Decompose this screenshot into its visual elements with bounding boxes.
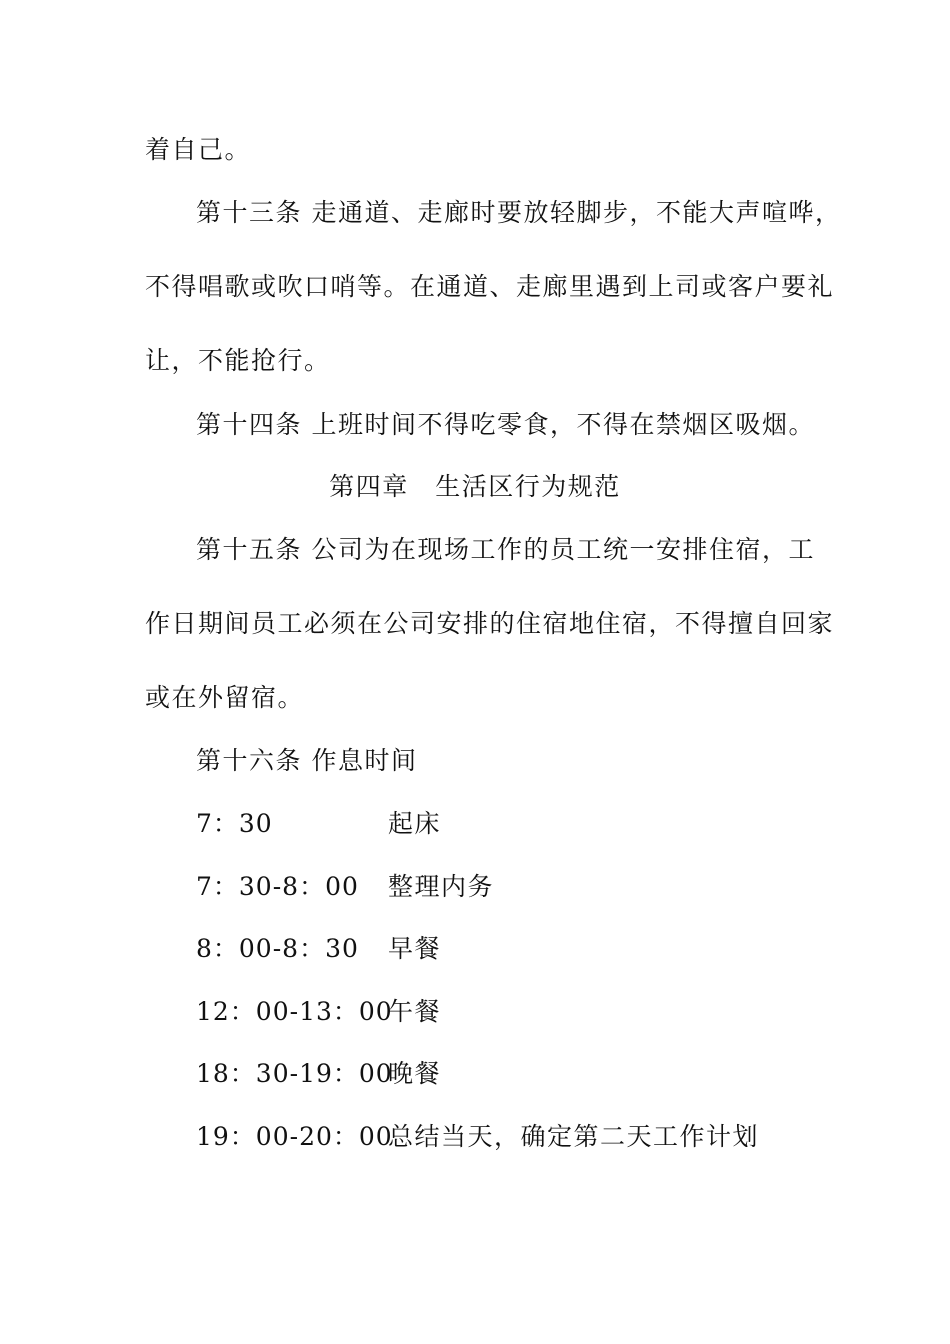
schedule-activity: 午餐	[388, 997, 442, 1026]
schedule-activity: 晚餐	[388, 1059, 442, 1088]
schedule-time: 19：00-20：00	[196, 1122, 393, 1151]
schedule-activity: 整理内务	[388, 872, 495, 901]
article-15-line-2: 作日期间员工必须在公司安排的住宿地住宿，不得擅自回家	[145, 609, 835, 638]
article-14-line-1: 第十四条 上班时间不得吃零食，不得在禁烟区吸烟。	[196, 410, 815, 439]
schedule-time: 12：00-13：00	[196, 997, 393, 1026]
schedule-time: 7：30	[196, 809, 273, 838]
chapter-title: 第四章 生活区行为规范	[329, 472, 621, 501]
schedule-activity: 起床	[388, 809, 442, 838]
schedule-time: 8：00-8：30	[196, 934, 359, 963]
article-16-line-1: 第十六条 作息时间	[196, 746, 418, 775]
schedule-activity: 总结当天，确定第二天工作计划	[388, 1122, 760, 1151]
paragraph-continuation-line: 着自己。	[145, 135, 252, 164]
schedule-time: 18：30-19：00	[196, 1059, 393, 1088]
article-13-line-2: 不得唱歌或吹口哨等。在通道、走廊里遇到上司或客户要礼	[145, 272, 835, 301]
article-15-line-3: 或在外留宿。	[145, 683, 305, 712]
article-15-line-1: 第十五条 公司为在现场工作的员工统一安排住宿，工	[196, 535, 815, 564]
schedule-activity: 早餐	[388, 934, 442, 963]
article-13-line-3: 让，不能抢行。	[145, 346, 331, 375]
article-13-line-1: 第十三条 走通道、走廊时要放轻脚步，不能大声喧哗，	[196, 198, 842, 227]
schedule-time: 7：30-8：00	[196, 872, 359, 901]
